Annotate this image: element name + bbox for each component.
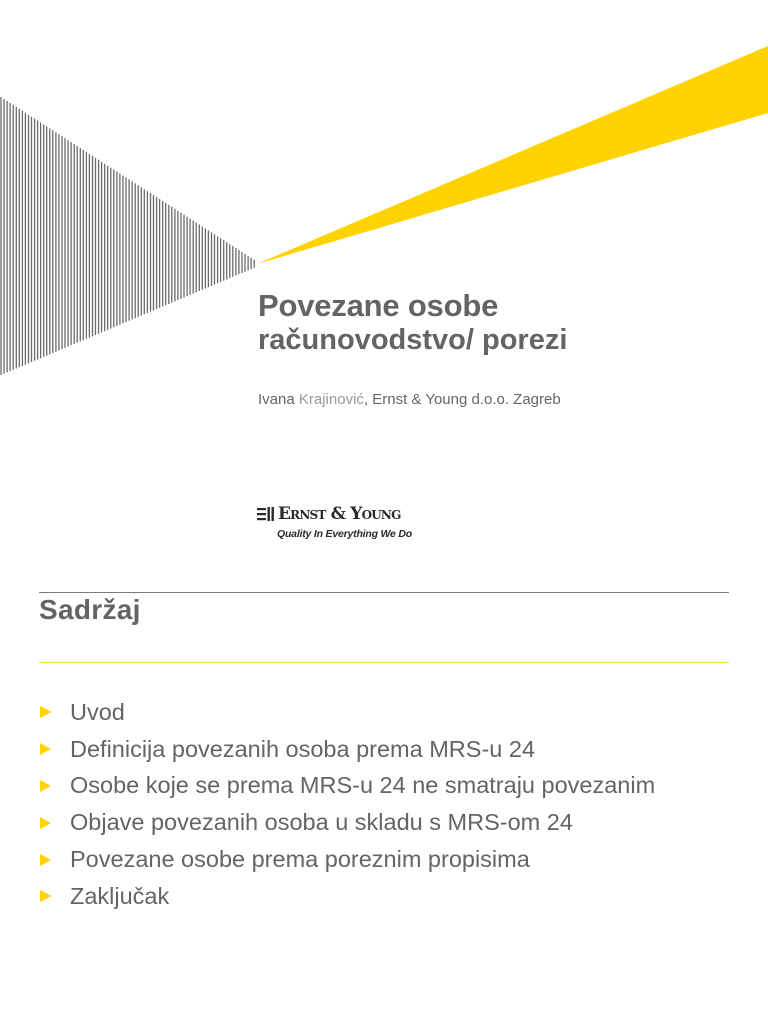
contents-list (39, 694, 655, 915)
converging-lines-graphic (1, 97, 254, 375)
list-item (39, 768, 655, 805)
triangle-bullet-icon (40, 706, 51, 718)
list-item-label: Osobe koje se prema MRS-u 24 ne smatraju povezanim (70, 772, 656, 799)
author-last-name: Krajinović (298, 391, 364, 408)
list-item-label: Zaključak (70, 882, 170, 909)
list-item (39, 694, 655, 731)
list-item-label: Objave povezanih osoba u skladu s MRS-om 24 (70, 809, 573, 836)
presentation-title: Povezane osobe (258, 288, 499, 323)
top-divider (39, 592, 729, 593)
logo-tagline: Quality In Everything We Do (277, 528, 413, 540)
logo-wordmark: Ernst & Young (278, 504, 401, 524)
triangle-bullet-icon (40, 854, 51, 866)
yellow-beam-graphic (257, 46, 768, 264)
author-line (258, 390, 561, 410)
triangle-bullet-icon (40, 743, 51, 755)
contents-title: Sadržaj (39, 594, 141, 625)
ey-stripes-icon (257, 507, 277, 523)
list-item (39, 731, 655, 768)
triangle-bullet-icon (40, 780, 51, 792)
ernst-young-logo (257, 503, 427, 543)
author-first-name: Ivana (258, 391, 299, 408)
list-item-label: Definicija povezanih osoba prema MRS-u 24 (70, 735, 536, 762)
author-company: , Ernst & Young d.o.o. Zagreb (363, 391, 561, 408)
list-item (39, 841, 655, 878)
list-item (39, 878, 655, 915)
list-item (39, 804, 655, 841)
yellow-divider (39, 662, 729, 663)
triangle-bullet-icon (40, 817, 51, 829)
triangle-bullet-icon (40, 890, 51, 902)
presentation-subtitle: računovodstvo/ porezi (258, 324, 568, 356)
list-item-label: Uvod (70, 698, 125, 725)
list-item-label: Povezane osobe prema poreznim propisima (70, 846, 530, 873)
contents-slide (0, 580, 768, 1024)
